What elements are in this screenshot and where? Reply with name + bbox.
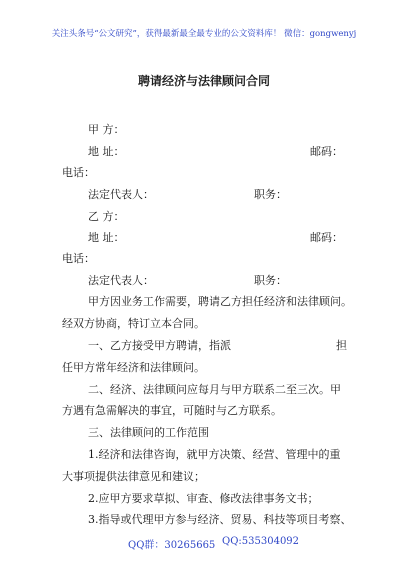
clause-2-line-b: 方遇有急需解决的事宜，可随时与乙方联系。 [62,404,282,417]
intro-line-2: 经双方协商，特订立本合同。 [62,317,205,330]
clause-1-line-a: 一、乙方接受甲方聘请，指派 [88,339,231,352]
footer-qq: QQ:535304092 [222,536,300,547]
party-b-label: 乙 方： [88,210,125,223]
party-b-address: 地 址： [88,231,125,244]
footer-qq-group: QQ群：30265665 [128,540,216,551]
party-a-phone: 电话： [62,166,95,179]
clause-3-item-3: 3.指导或代理甲方参与经济、贸易、科技等项目考察、 [88,513,352,526]
party-a-address: 地 址： [88,145,125,158]
clause-3-item-1a: 1.经济和法律咨询，就甲方决策、经营、管理中的重 [88,448,341,461]
party-b-phone: 电话： [62,252,95,265]
party-a-postcode: 邮码： [310,145,343,158]
party-b-postcode: 邮码： [310,231,343,244]
party-a-label: 甲 方： [88,123,125,136]
clause-1-line-b: 担 [336,339,347,352]
clause-1-line-c: 任甲方常年经济和法律顾问。 [62,361,205,374]
clause-3-item-2: 2.应甲方要求草拟、审查、修改法律事务文书； [88,492,319,505]
intro-line-1: 甲方因业务工作需要，聘请乙方担任经济和法律顾问。 [88,295,352,308]
header-note: 关注头条号“公文研究”，获得最新最全最专业的公文资料库！ 微信：gongwenyj [51,29,357,39]
clause-2-line-a: 二、经济、法律顾问应每月与甲方联系二至三次。甲 [88,383,341,396]
party-a-legal-rep: 法定代表人： [88,188,154,201]
party-a-position: 职务： [254,188,287,201]
document-title: 聘请经济与法律顾问合同 [137,74,270,88]
clause-3-heading: 三、法律顾问的工作范围 [88,426,209,439]
party-b-position: 职务： [254,274,287,287]
party-b-legal-rep: 法定代表人： [88,274,154,287]
clause-3-item-1b: 大事项提供法律意见和建议； [62,470,205,483]
